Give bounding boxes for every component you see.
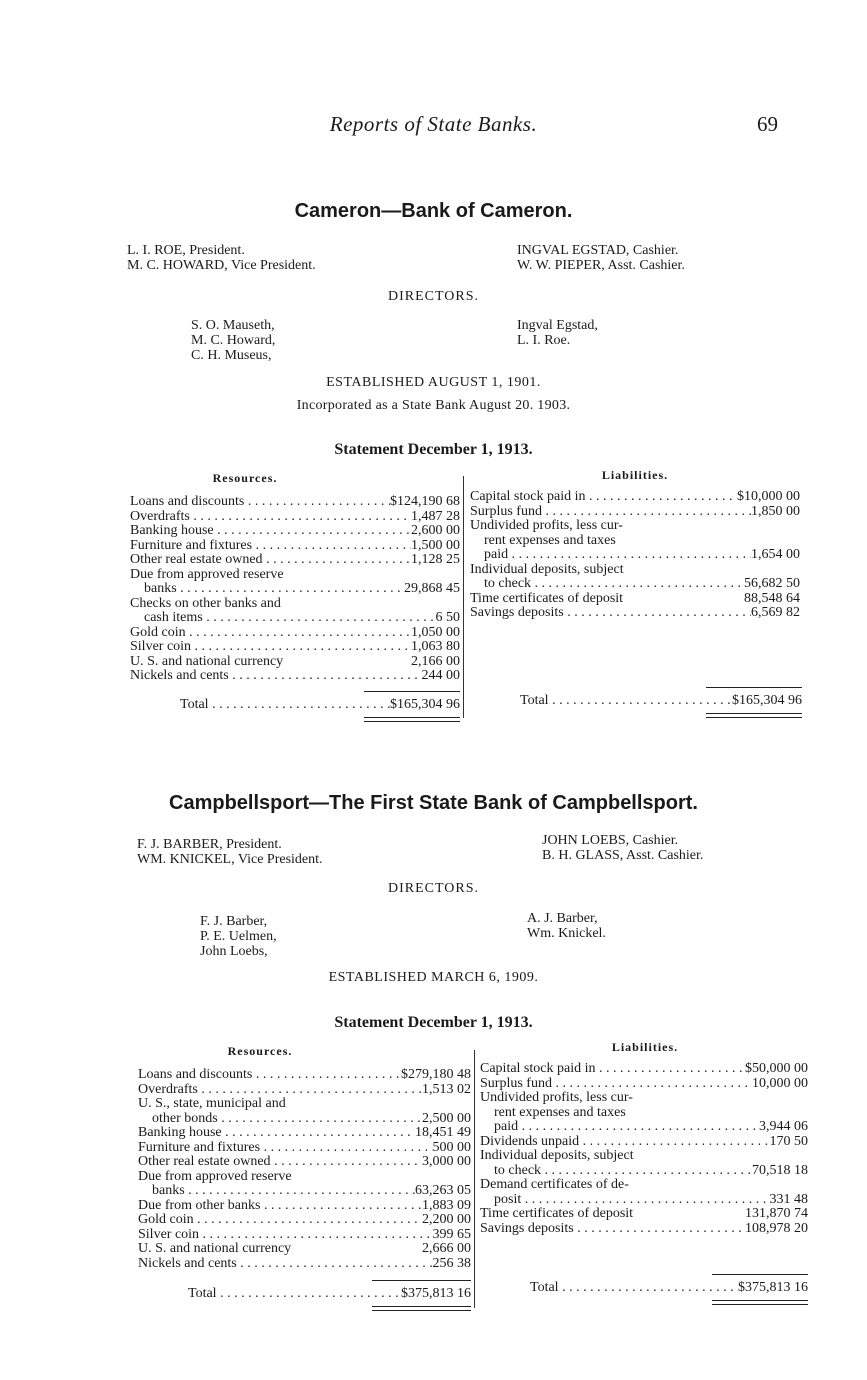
ledger-row (138, 1257, 471, 1272)
ledger-row (470, 505, 800, 520)
ledger-row (480, 1077, 808, 1092)
ledger-row (470, 563, 800, 578)
ledger-row (130, 539, 460, 554)
ledger-row (138, 1228, 471, 1243)
ledger-amount: 244 00 (421, 668, 460, 683)
ledger-row (130, 495, 460, 510)
resources-heading: Resources. (212, 471, 278, 485)
ledger-amount: 2,166 00 (411, 653, 460, 669)
officers-right (517, 243, 685, 273)
officer-asst-cashier: W. W. PIEPER, Asst. Cashier. (517, 258, 685, 273)
ledger-amount: 1,883 09 (422, 1197, 471, 1213)
ledger-label: Capital stock paid in . . . (470, 490, 737, 505)
ledger-label: U. S. and national currency (130, 654, 284, 669)
ledger-label: banks . . . (138, 1184, 415, 1199)
incorporated-date: Incorporated as a State Bank August 20. 1903. (296, 398, 571, 413)
page-number: 69 (757, 112, 778, 136)
director: Ingval Egstad, (517, 318, 598, 333)
officer-vice-president: M. C. HOWARD, Vice President. (127, 258, 316, 273)
ledger-amount: 10,000 00 (752, 1075, 808, 1091)
officer-cashier: JOHN LOEBS, Cashier. (542, 833, 679, 848)
ledger-amount: 2,500 00 (422, 1110, 471, 1126)
ledger-label: Due from other banks . . . (138, 1199, 422, 1214)
ledger-row (138, 1126, 471, 1141)
ledger-label: Due from approved reserve (138, 1169, 292, 1184)
total-label: Total . . . (520, 693, 732, 709)
bank-title: Cameron—Bank of Cameron. (294, 200, 573, 222)
resources-list (130, 495, 460, 684)
directors-right (527, 911, 606, 941)
ledger-row (470, 534, 800, 549)
column-divider (463, 476, 464, 718)
liabilities-heading: Liabilities. (601, 468, 669, 482)
officer-vice-president: WM. KNICKEL, Vice President. (137, 852, 323, 867)
ledger-label: U. S. and national currency (138, 1242, 292, 1256)
ledger-label: Savings deposits . . . (470, 606, 751, 621)
ledger-amount: 2,200 00 (422, 1212, 471, 1227)
ledger-amount: $124,190 68 (390, 494, 460, 509)
directors-right (517, 318, 598, 348)
ledger-amount: 170 50 (769, 1133, 808, 1149)
ledger-label: Nickels and cents . . . (138, 1257, 433, 1272)
ledger-row (130, 626, 460, 641)
liabilities-list (480, 1062, 808, 1236)
ledger-amount: 399 65 (432, 1226, 471, 1242)
ledger-label: banks . . . (130, 582, 404, 597)
officer-president: L. I. ROE, President. (127, 243, 245, 258)
running-header-title: Reports of State Banks. (329, 112, 538, 136)
ledger-label: Demand certificates of de- (480, 1178, 629, 1192)
ledger-label: to check . . . (480, 1164, 752, 1179)
officer-asst-cashier: B. H. GLASS, Asst. Cashier. (542, 848, 704, 863)
ledger-label: Overdrafts . . . (130, 510, 411, 525)
ledger-amount: 331 48 (769, 1191, 808, 1207)
ledger-row (470, 490, 800, 505)
directors-heading: DIRECTORS. (387, 289, 480, 304)
ledger-row (480, 1149, 808, 1164)
ledger-label: Banking house . . . (130, 524, 411, 539)
ledger-amount: 256 38 (432, 1255, 471, 1271)
ledger-label: other bonds . . . (138, 1112, 422, 1127)
ledger-row (138, 1170, 471, 1185)
ledger-row (130, 510, 460, 525)
ledger-amount: 1,654 00 (751, 547, 800, 562)
director: F. J. Barber, (200, 914, 268, 929)
ledger-row (138, 1141, 471, 1156)
ledger-label: Capital stock paid in . . . (480, 1062, 745, 1077)
ledger-label: Dividends unpaid . . . (480, 1135, 770, 1150)
ledger-amount: 1,063 80 (411, 639, 460, 654)
ledger-row (130, 553, 460, 568)
ledger-amount: 2,600 00 (411, 523, 460, 538)
ledger-row (480, 1062, 808, 1077)
ledger-label: rent expenses and taxes (494, 1105, 626, 1120)
ledger-row (480, 1135, 808, 1150)
ledger-amount: 70,518 18 (752, 1162, 808, 1178)
ledger-amount: 3,944 06 (759, 1119, 808, 1134)
ledger-label: cash items . . . (130, 611, 436, 626)
subtotal-rule (706, 687, 802, 688)
ledger-label: Other real estate owned . . . (130, 553, 411, 568)
ledger-row (470, 577, 800, 592)
ledger-row (130, 524, 460, 539)
officers-right (542, 833, 703, 863)
officer-president: F. J. BARBER, President. (137, 837, 282, 852)
ledger-amount: 108,978 20 (745, 1220, 808, 1236)
ledger-label: to check . . . (470, 577, 744, 592)
director: P. E. Uelmen, (200, 929, 277, 944)
ledger-row (470, 592, 800, 607)
ledger-row (138, 1155, 471, 1170)
ledger-row (480, 1091, 808, 1106)
ledger-label: paid . . . (480, 1120, 759, 1135)
total-liabilities-row (520, 693, 802, 709)
ledger-label: Gold coin . . . (130, 626, 411, 641)
total-label: Total . . . (530, 1280, 738, 1296)
ledger-row (138, 1083, 471, 1098)
ledger-label: Overdrafts . . . (138, 1083, 422, 1098)
ledger-row (480, 1193, 808, 1208)
ledger-amount: 131,870 74 (745, 1206, 808, 1221)
ledger-row (138, 1199, 471, 1214)
ledger-row (138, 1242, 471, 1257)
subtotal-rule (364, 691, 460, 692)
ledger-label: Furniture and fixtures . . . (138, 1141, 433, 1156)
director: L. I. Roe. (517, 333, 571, 348)
ledger-amount: 29,868 45 (404, 581, 460, 596)
total-resources-amount: $165,304 96 (390, 697, 460, 712)
total-label: Total . . . (188, 1286, 401, 1302)
ledger-label: Silver coin . . . (138, 1228, 433, 1243)
ledger-amount: 18,451 49 (415, 1125, 471, 1140)
statement-heading: Statement December 1, 1913. (334, 1014, 533, 1031)
ledger-amount: 1,513 02 (422, 1081, 471, 1097)
ledger-row (480, 1120, 808, 1135)
directors-left (200, 914, 277, 959)
ledger-label: Loans and discounts . . . (130, 495, 390, 510)
director: M. C. Howard, (191, 333, 276, 348)
ledger-amount: 1,850 00 (751, 503, 800, 519)
ledger-label: Other real estate owned . . . (138, 1155, 422, 1170)
liabilities-list (470, 490, 800, 621)
ledger-amount: 6,569 82 (751, 605, 800, 620)
ledger-label: Nickels and cents . . . (130, 669, 422, 684)
double-rule (364, 717, 460, 722)
ledger-label: Surplus fund . . . (470, 505, 751, 520)
resources-list (138, 1068, 471, 1271)
ledger-row (130, 597, 460, 612)
ledger-amount: 1,128 25 (411, 552, 460, 567)
ledger-amount: $10,000 00 (737, 489, 800, 504)
ledger-row (138, 1112, 471, 1127)
total-resources-amount: $375,813 16 (401, 1286, 471, 1301)
directors-heading: DIRECTORS. (387, 881, 480, 896)
ledger-amount: 1,050 00 (411, 624, 460, 640)
double-rule (372, 1306, 471, 1311)
ledger-amount: 1,487 28 (411, 508, 460, 524)
ledger-row (480, 1222, 808, 1237)
ledger-amount: 63,263 05 (415, 1183, 471, 1198)
total-resources-row (180, 697, 460, 713)
ledger-label: Gold coin . . . (138, 1213, 422, 1228)
ledger-row (480, 1207, 808, 1222)
ledger-amount: 2,666 00 (422, 1241, 471, 1256)
ledger-amount: $279,180 48 (401, 1067, 471, 1082)
ledger-row (130, 655, 460, 670)
ledger-row (130, 669, 460, 684)
ledger-row (138, 1097, 471, 1112)
ledger-row (130, 640, 460, 655)
ledger-amount: 500 00 (432, 1139, 471, 1155)
liabilities-heading: Liabilities. (611, 1040, 679, 1054)
ledger-row (480, 1164, 808, 1179)
ledger-amount: 1,500 00 (411, 537, 460, 553)
director: John Loebs, (200, 944, 268, 959)
ledger-amount: 88,548 64 (744, 590, 800, 606)
column-divider (474, 1050, 475, 1308)
ledger-row (470, 519, 800, 534)
established-date: ESTABLISHED AUGUST 1, 1901. (326, 375, 541, 390)
ledger-label: Time certificates of deposit (480, 1207, 634, 1221)
resources-heading: Resources. (227, 1044, 293, 1058)
double-rule (706, 713, 802, 718)
directors-left (191, 318, 275, 363)
ledger-label: Time certificates of deposit (470, 591, 624, 606)
subtotal-rule (372, 1280, 471, 1281)
total-liabilities-row (530, 1280, 808, 1296)
ledger-label: Savings deposits . . . (480, 1222, 745, 1237)
officers-left (137, 837, 323, 867)
bank-title: Campbellsport—The First State Bank of Campbellsport. (169, 792, 698, 814)
ledger-row (470, 606, 800, 621)
statement-heading: Statement December 1, 1913. (334, 441, 533, 458)
ledger-label: U. S., state, municipal and (138, 1097, 286, 1111)
ledger-label: posit . . . (480, 1193, 770, 1208)
ledger-label: Surplus fund . . . (480, 1077, 752, 1092)
established-date: ESTABLISHED MARCH 6, 1909. (328, 970, 539, 985)
ledger-row (480, 1178, 808, 1193)
officer-cashier: INGVAL EGSTAD, Cashier. (517, 243, 679, 258)
total-resources-row (188, 1286, 471, 1302)
ledger-amount: $50,000 00 (745, 1061, 808, 1076)
ledger-label: Checks on other banks and (130, 596, 281, 611)
ledger-label: Loans and discounts . . . (138, 1068, 401, 1083)
ledger-row (138, 1068, 471, 1083)
ledger-amount: 56,682 50 (744, 576, 800, 591)
subtotal-rule (712, 1274, 808, 1275)
ledger-label: rent expenses and taxes (484, 533, 616, 548)
director: Wm. Knickel. (527, 926, 606, 941)
director: A. J. Barber, (527, 911, 598, 926)
ledger-label: Due from approved reserve (130, 567, 284, 582)
ledger-label: Furniture and fixtures . . . (130, 539, 411, 554)
ledger-row (480, 1106, 808, 1121)
ledger-label: Individual deposits, subject (480, 1149, 634, 1163)
ledger-label: paid . . . (470, 548, 751, 563)
total-liabilities-amount: $165,304 96 (732, 693, 802, 708)
ledger-amount: 3,000 00 (422, 1154, 471, 1169)
ledger-row (138, 1213, 471, 1228)
ledger-row (130, 568, 460, 583)
ledger-amount: 6 50 (435, 610, 460, 625)
officers-left (127, 243, 316, 273)
double-rule (712, 1300, 808, 1305)
ledger-row (138, 1184, 471, 1199)
ledger-row (130, 611, 460, 626)
total-liabilities-amount: $375,813 16 (738, 1280, 808, 1295)
ledger-row (470, 548, 800, 563)
ledger-row (130, 582, 460, 597)
total-label: Total . . . (180, 697, 390, 713)
ledger-label: Undivided profits, less cur- (480, 1091, 633, 1105)
director: C. H. Museus, (191, 348, 272, 363)
director: S. O. Mauseth, (191, 318, 275, 333)
ledger-label: Individual deposits, subject (470, 562, 624, 577)
ledger-label: Undivided profits, less cur- (470, 519, 623, 533)
ledger-label: Silver coin . . . (130, 640, 411, 655)
ledger-label: Banking house . . . (138, 1126, 415, 1141)
